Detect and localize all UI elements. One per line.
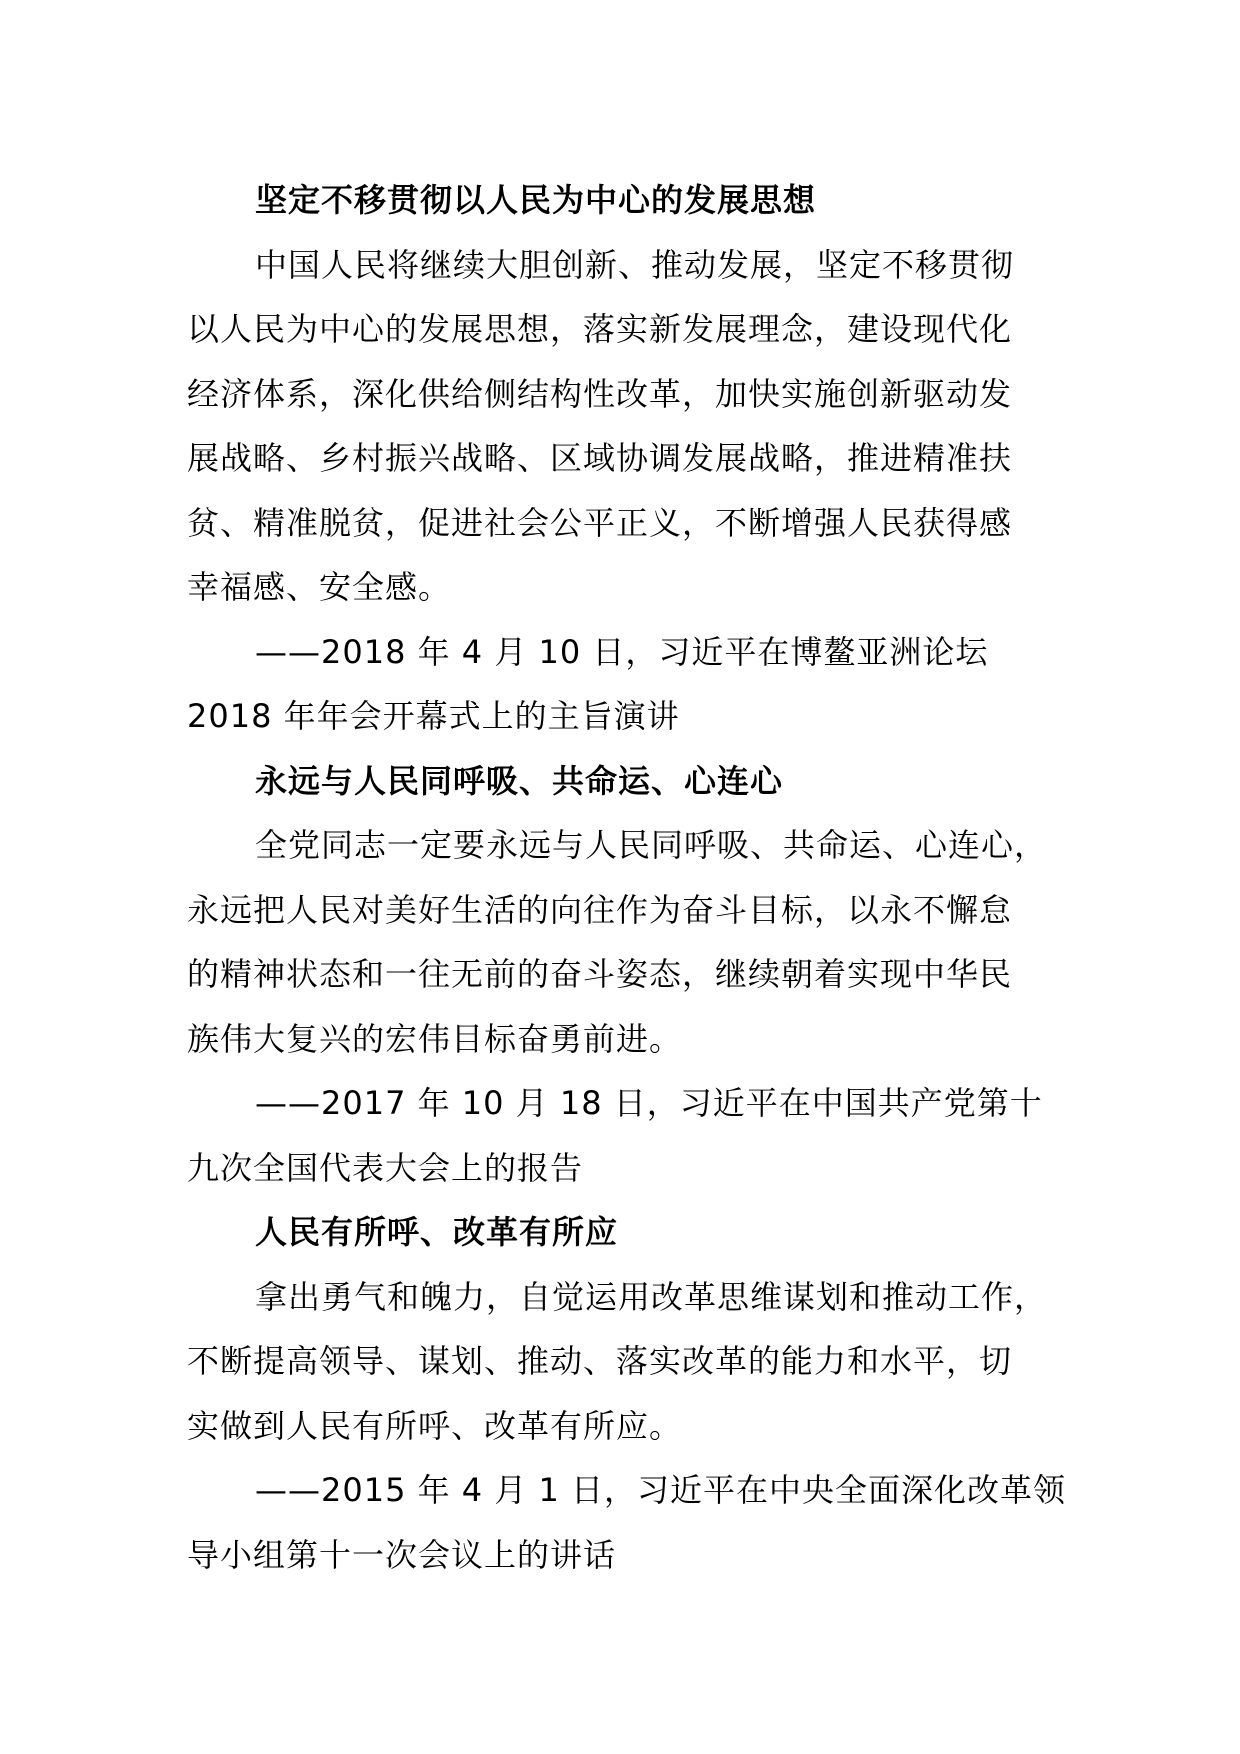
source-citation-line: ——2018 年 4 月 10 日，习近平在博鳌亚洲论坛 xyxy=(255,632,989,671)
paragraph-line: 全党同志一定要永远与人民同呼吸、共命运、心连心， xyxy=(255,826,1048,864)
section-heading: 永远与人民同呼吸、共命运、心连心 xyxy=(255,761,784,800)
paragraph-line: 的精神状态和一往无前的奋斗姿态，继续朝着实现中华民 xyxy=(187,955,1013,993)
source-citation-line: ——2017 年 10 月 18 日，习近平在中国共产党第十 xyxy=(255,1084,1043,1122)
paragraph-line: 族伟大复兴的宏伟目标奋勇前进。 xyxy=(187,1019,683,1058)
section-heading: 坚定不移贯彻以人民为中心的发展思想 xyxy=(255,181,817,219)
paragraph-line: 以人民为中心的发展思想，落实新发展理念，建设现代化 xyxy=(187,310,1013,348)
source-citation-line: 九次全国代表大会上的报告 xyxy=(187,1148,584,1187)
paragraph-line: 实做到人民有所呼、改革有所应。 xyxy=(187,1406,683,1445)
paragraph-line: 永远把人民对美好生活的向往作为奋斗目标，以永不懈怠 xyxy=(187,890,1013,929)
source-citation-line: ——2015 年 4 月 1 日，习近平在中央全面深化改革领 xyxy=(255,1471,1067,1509)
paragraph-line: 幸福感、安全感。 xyxy=(187,568,452,606)
paragraph-line: 中国人民将继续大胆创新、推动发展，坚定不移贯彻 xyxy=(255,245,1015,284)
source-citation-line: 2018 年年会开幕式上的主旨演讲 xyxy=(187,697,680,735)
paragraph-line: 贫、精准脱贫，促进社会公平正义，不断增强人民获得感 xyxy=(187,503,1013,542)
paragraph-line: 展战略、乡村振兴战略、区域协调发展战略，推进精准扶 xyxy=(187,439,1013,477)
paragraph-line: 经济体系，深化供给侧结构性改革，加快实施创新驱动发 xyxy=(187,374,1013,413)
paragraph-line: 不断提高领导、谋划、推动、落实改革的能力和水平，切 xyxy=(187,1342,1013,1380)
section-heading: 人民有所呼、改革有所应 xyxy=(255,1213,619,1251)
document-body xyxy=(187,168,1067,1587)
paragraph-line: 拿出勇气和魄力，自觉运用改革思维谋划和推动工作， xyxy=(255,1277,1048,1316)
source-citation-line: 导小组第十一次会议上的讲话 xyxy=(187,1535,617,1574)
